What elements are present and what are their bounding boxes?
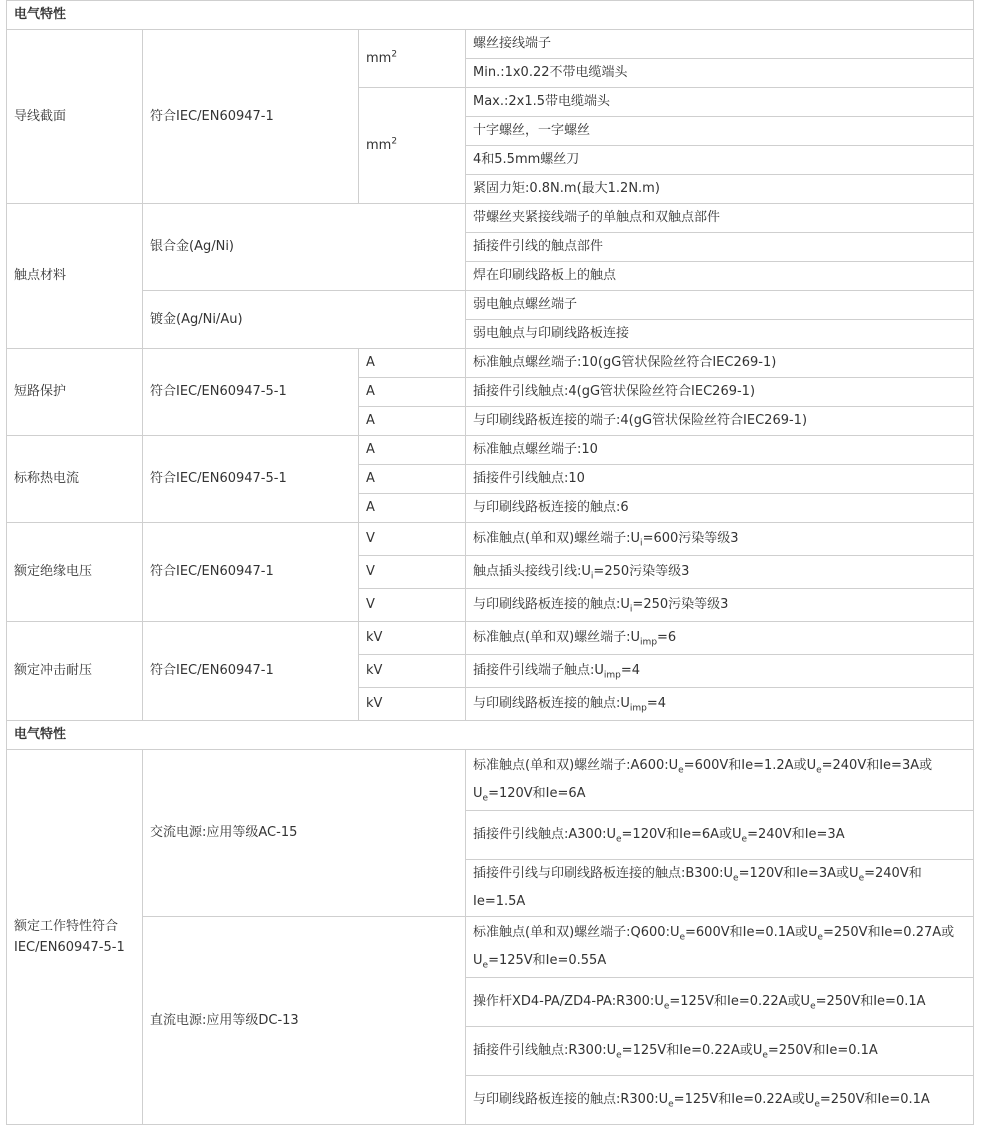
value-cell <box>466 860 974 917</box>
value-text: 与印刷线路板连接的触点:U <box>473 696 630 711</box>
value-subscript: e <box>482 793 489 804</box>
unit-cell: A <box>359 436 466 465</box>
value-cell: Min.:1x0.22不带电缆端头 <box>466 59 974 88</box>
value-subscript: e <box>810 1001 816 1012</box>
value-text: 标准触点(单和双)螺丝端子:U <box>473 531 641 546</box>
value-subscript: e <box>679 932 686 943</box>
value-text: 与印刷线路板连接的触点:U <box>473 597 630 612</box>
value-text: =250V和Ie=0.1A <box>815 994 926 1009</box>
section-header-row <box>7 721 974 750</box>
value-text: U <box>473 786 483 801</box>
value-subscript: e <box>741 834 748 845</box>
label-line: 额定工作特性符合 <box>14 919 119 934</box>
value-text: =250污染等级3 <box>632 597 729 612</box>
dc-label-cell: 直流电源:应用等级DC-13 <box>143 917 466 1125</box>
standard-cell: 符合IEC/EN60947-1 <box>143 622 359 721</box>
value-text: =6 <box>657 630 677 645</box>
value-subscript: e <box>762 1050 768 1061</box>
value-text: 标准触点(单和双)螺丝端子:Q600:U <box>473 925 680 940</box>
unit-exponent: 2 <box>391 136 398 147</box>
value-subscript: e <box>733 873 739 884</box>
value-text: 标准触点(单和双)螺丝端子:U <box>473 630 641 645</box>
section-header-row <box>7 1 974 30</box>
table-row <box>7 523 974 556</box>
value-text: =125V和Ie=0.55A <box>488 953 607 968</box>
table-row <box>7 349 974 378</box>
value-subscript: e <box>817 932 823 943</box>
value-text: =125V和Ie=0.22A或U <box>621 1043 763 1058</box>
value-cell: 4和5.5mm螺丝刀 <box>466 146 974 175</box>
value-text: =600V和Ie=1.2A或U <box>683 758 817 773</box>
value-cell <box>466 750 974 811</box>
value-cell: 插接件引线触点:4(gG管状保险丝符合IEC269-1) <box>466 378 974 407</box>
value-cell: 插接件引线的触点部件 <box>466 233 974 262</box>
value-text: =600污染等级3 <box>642 531 739 546</box>
row-label-contact-material: 触点材料 <box>7 204 143 349</box>
value-text: 插接件引线触点:A300:U <box>473 827 616 842</box>
value-text: =125V和Ie=0.22A或U <box>669 994 811 1009</box>
standard-cell: 符合IEC/EN60947-5-1 <box>143 349 359 436</box>
value-text: =240V和Ie=3A或 <box>821 758 933 773</box>
value-text: =250V和Ie=0.1A <box>819 1092 930 1107</box>
value-cell <box>466 589 974 622</box>
value-subscript: e <box>663 1001 670 1012</box>
unit-text: mm <box>366 137 392 153</box>
value-cell: 插接件引线触点:10 <box>466 465 974 494</box>
value-text: =4 <box>646 696 667 711</box>
row-label-impulse-voltage: 额定冲击耐压 <box>7 622 143 721</box>
value-cell: 与印刷线路板连接的触点:6 <box>466 494 974 523</box>
value-text: =240V和 <box>864 866 922 881</box>
value-cell <box>466 688 974 721</box>
value-text: =240V和Ie=3A <box>747 827 845 842</box>
row-label-rated-operation <box>7 750 143 1125</box>
section-title: 电气特性 <box>7 1 974 30</box>
value-cell <box>466 811 974 860</box>
value-subscript: i <box>629 604 633 615</box>
value-subscript: e <box>482 960 489 971</box>
value-text: =250V和Ie=0.1A <box>767 1043 878 1058</box>
value-text: 插接件引线与印刷线路板连接的触点:B300:U <box>473 866 734 881</box>
value-cell: 弱电触点与印刷线路板连接 <box>466 320 974 349</box>
value-text: =600V和Ie=0.1A或U <box>685 925 818 940</box>
section-title: 电气特性 <box>7 721 974 750</box>
unit-exponent: 2 <box>391 49 398 60</box>
value-text: =120V和Ie=6A <box>488 786 586 801</box>
value-cell <box>466 917 974 978</box>
value-text: 标准触点(单和双)螺丝端子:A600:U <box>473 758 679 773</box>
value-subscript: e <box>678 765 684 776</box>
unit-cell: A <box>359 465 466 494</box>
table-row <box>7 750 974 811</box>
value-text: Ie=1.5A <box>473 894 526 909</box>
value-subscript: e <box>814 1099 820 1110</box>
value-text: 操作杆XD4-PA/ZD4-PA:R300:U <box>473 994 664 1009</box>
unit-cell: A <box>359 349 466 378</box>
value-subscript: i <box>590 571 594 582</box>
row-label-thermal-current: 标称热电流 <box>7 436 143 523</box>
value-text: =120V和Ie=6A或U <box>621 827 742 842</box>
unit-cell: A <box>359 407 466 436</box>
value-cell <box>466 523 974 556</box>
unit-cell: A <box>359 378 466 407</box>
value-cell <box>466 978 974 1027</box>
row-label-short-circuit: 短路保护 <box>7 349 143 436</box>
value-subscript: imp <box>603 670 621 681</box>
standard-cell: 符合IEC/EN60947-1 <box>143 30 359 204</box>
value-cell: 十字螺丝，一字螺丝 <box>466 117 974 146</box>
unit-cell: V <box>359 556 466 589</box>
table-row <box>7 204 974 233</box>
unit-cell: kV <box>359 655 466 688</box>
unit-cell <box>359 88 466 204</box>
ac-label-cell: 交流电源:应用等级AC-15 <box>143 750 466 917</box>
unit-cell <box>359 30 466 88</box>
value-cell: 弱电触点螺丝端子 <box>466 291 974 320</box>
standard-cell: 符合IEC/EN60947-1 <box>143 523 359 622</box>
material-cell: 镀金(Ag/Ni/Au) <box>143 291 466 349</box>
value-cell: 焊在印刷线路板上的触点 <box>466 262 974 291</box>
value-subscript: e <box>858 873 865 884</box>
value-cell <box>466 556 974 589</box>
value-text: =120V和Ie=3A或U <box>738 866 859 881</box>
value-subscript: e <box>668 1099 674 1110</box>
unit-cell: A <box>359 494 466 523</box>
value-text: 插接件引线端子触点:U <box>473 663 604 678</box>
value-subscript: i <box>640 538 643 549</box>
value-cell: 螺丝接线端子 <box>466 30 974 59</box>
unit-cell: V <box>359 589 466 622</box>
value-cell <box>466 622 974 655</box>
value-cell <box>466 655 974 688</box>
unit-cell: kV <box>359 688 466 721</box>
material-cell: 银合金(Ag/Ni) <box>143 204 466 291</box>
unit-text: mm <box>366 50 392 66</box>
spec-table <box>6 0 974 1125</box>
value-text: =125V和Ie=0.22A或U <box>673 1092 815 1107</box>
value-cell <box>466 1076 974 1125</box>
standard-cell: 符合IEC/EN60947-5-1 <box>143 436 359 523</box>
label-line: IEC/EN60947-5-1 <box>14 940 125 955</box>
value-subscript: imp <box>640 637 658 648</box>
unit-cell: kV <box>359 622 466 655</box>
row-label-conductor: 导线截面 <box>7 30 143 204</box>
table-row <box>7 291 974 320</box>
value-cell <box>466 1027 974 1076</box>
unit-cell: V <box>359 523 466 556</box>
table-row <box>7 30 974 59</box>
value-cell: 标准触点螺丝端子:10 <box>466 436 974 465</box>
table-row <box>7 622 974 655</box>
value-subscript: e <box>816 765 822 776</box>
value-cell: 带螺丝夹紧接线端子的单触点和双触点部件 <box>466 204 974 233</box>
value-cell: 紧固力矩:0.8N.m(最大1.2N.m) <box>466 175 974 204</box>
value-cell: 标准触点螺丝端子:10(gG管状保险丝符合IEC269-1) <box>466 349 974 378</box>
value-text: =250污染等级3 <box>593 564 690 579</box>
value-text: 与印刷线路板连接的触点:R300:U <box>473 1092 669 1107</box>
table-row <box>7 436 974 465</box>
value-cell: Max.:2x1.5带电缆端头 <box>466 88 974 117</box>
value-subscript: imp <box>629 703 647 714</box>
value-cell: 与印刷线路板连接的端子:4(gG管状保险丝符合IEC269-1) <box>466 407 974 436</box>
table-row <box>7 917 974 978</box>
value-text: U <box>473 953 483 968</box>
row-label-insulation-voltage: 额定绝缘电压 <box>7 523 143 622</box>
value-text: 插接件引线触点:R300:U <box>473 1043 617 1058</box>
value-text: =4 <box>620 663 641 678</box>
value-text: =250V和Ie=0.27A或 <box>822 925 955 940</box>
value-subscript: e <box>616 1050 622 1061</box>
value-subscript: e <box>615 834 622 845</box>
value-text: 触点插头接线引线:U <box>473 564 591 579</box>
